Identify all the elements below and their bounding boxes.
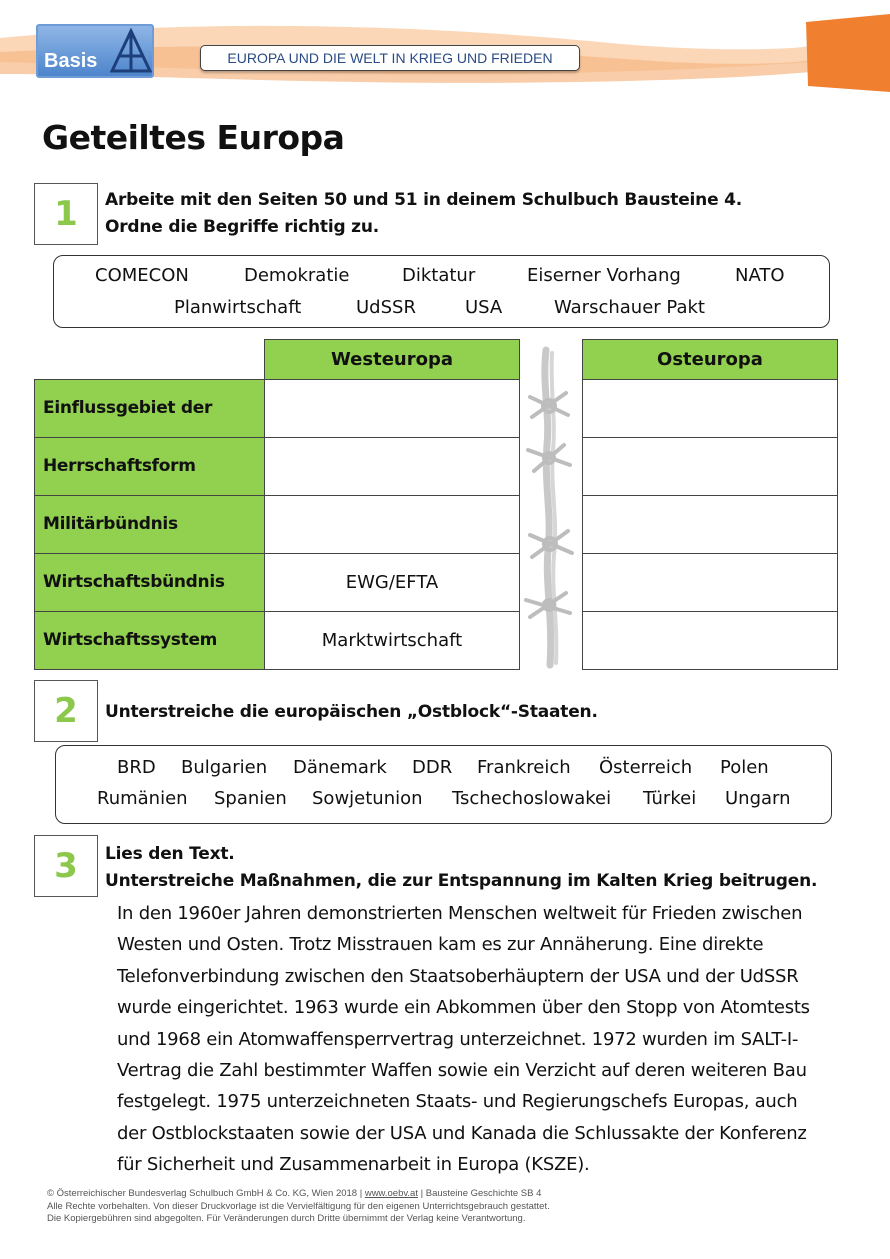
term: Planwirtschaft xyxy=(174,297,302,318)
task-2-instructions: Unterstreiche die europäischen „Ostblock“-Staaten. xyxy=(105,702,598,722)
row-label: Einflussgebiet der xyxy=(34,379,265,438)
header-band xyxy=(0,0,890,110)
term: NATO xyxy=(735,265,785,286)
paragraph-line: Westen und Osten. Trotz Misstrauen kam es zur Annäherung. Eine direkte xyxy=(117,934,764,956)
term: Warschauer Pakt xyxy=(554,297,705,318)
paragraph-line: festgelegt. 1975 unterzeichneten Staats- und Regierungschefs Europas, auch xyxy=(117,1091,798,1113)
column-header-west: Westeuropa xyxy=(264,339,520,380)
paragraph-line: und 1968 ein Atomwaffensperrvertrag unterzeichnet. 1972 wurden im SALT-I- xyxy=(117,1028,799,1050)
paragraph-line: der Ostblockstaaten sowie der USA und Kanada die Schlussakte der Konferenz xyxy=(117,1122,807,1144)
footer-line-1 xyxy=(47,1188,550,1201)
footer-line-2: Alle Rechte vorbehalten. Von dieser Druckvorlage ist die Vervielfältigung für den eigenen Unterrichtsgebrauch gestattet. xyxy=(47,1200,550,1212)
east-cell[interactable] xyxy=(582,379,838,438)
row-label: Militärbündnis xyxy=(34,495,265,554)
footer xyxy=(47,1188,550,1226)
page-title: Geteiltes Europa xyxy=(42,118,345,157)
barbed-wire-icon xyxy=(520,345,580,670)
series-title: EUROPA UND DIE WELT IN KRIEG UND FRIEDEN xyxy=(200,45,580,71)
reading-paragraph xyxy=(117,898,857,1181)
logo-triangle-icon xyxy=(110,28,152,74)
country: Türkei xyxy=(643,788,697,809)
task-number-1: 1 xyxy=(34,183,98,245)
task-1-line-1: Arbeite mit den Seiten 50 und 51 in deinem Schulbuch Bausteine 4. xyxy=(105,190,743,210)
country: Dänemark xyxy=(293,757,387,778)
west-cell[interactable] xyxy=(264,437,520,496)
east-cell[interactable] xyxy=(582,611,838,670)
country: Rumänien xyxy=(97,788,188,809)
country: BRD xyxy=(117,757,156,778)
publisher-link[interactable]: www.oebv.at xyxy=(364,1188,418,1199)
term: Demokratie xyxy=(244,265,350,286)
paragraph-line: In den 1960er Jahren demonstrierten Menschen weltweit für Frieden zwischen xyxy=(117,903,803,924)
east-cell[interactable] xyxy=(582,437,838,496)
footer-line-3: Die Kopiergebühren sind abgegolten. Für Veränderungen durch Dritte übernimmt der Verlag keine Verantwortung. xyxy=(47,1213,526,1224)
country-box xyxy=(55,745,832,824)
country: Frankreich xyxy=(477,757,571,778)
task-3-line-1: Lies den Text. xyxy=(105,844,235,864)
term: USA xyxy=(465,297,503,318)
basis-logo xyxy=(36,24,154,78)
task-number-3: 3 xyxy=(34,835,98,897)
paragraph-line: wurde eingerichtet. 1963 wurde ein Abkommen über den Stopp von Atomtests xyxy=(117,997,810,1019)
term: Diktatur xyxy=(402,265,476,286)
term: Eiserner Vorhang xyxy=(527,265,681,286)
country: Sowjetunion xyxy=(312,788,423,809)
west-cell[interactable] xyxy=(264,379,520,438)
row-label: Wirtschaftssystem xyxy=(34,611,265,670)
west-cell[interactable]: EWG/EFTA xyxy=(264,553,520,612)
country: Polen xyxy=(720,757,769,778)
task-number-2: 2 xyxy=(34,680,98,742)
row-label: Herrschaftsform xyxy=(34,437,265,496)
term: UdSSR xyxy=(356,297,416,318)
paragraph-line: Telefonverbindung zwischen den Staatsoberhäuptern der USA und der UdSSR xyxy=(117,965,799,987)
paragraph-line: für Sicherheit und Zusammenarbeit in Europa (KSZE). xyxy=(117,1154,590,1176)
west-cell[interactable] xyxy=(264,495,520,554)
country: Österreich xyxy=(599,757,693,778)
east-cell[interactable] xyxy=(582,553,838,612)
column-header-east: Osteuropa xyxy=(582,339,838,380)
country: DDR xyxy=(412,757,453,778)
term-box xyxy=(53,255,830,328)
east-cell[interactable] xyxy=(582,495,838,554)
country: Tschechoslowakei xyxy=(452,788,612,809)
country: Bulgarien xyxy=(181,757,268,778)
task-1-line-2: Ordne die Begriffe richtig zu. xyxy=(105,217,379,237)
footer-copyright: © Österreichischer Bundesverlag Schulbuch GmbH & Co. KG, Wien 2018 | xyxy=(47,1188,365,1199)
row-label: Wirtschaftsbündnis xyxy=(34,553,265,612)
task-3-instructions xyxy=(105,841,817,895)
logo-text: Basis xyxy=(44,50,98,72)
term: COMECON xyxy=(95,265,189,286)
country: Spanien xyxy=(214,788,287,809)
paragraph-line: Vertrag die Zahl bestimmter Waffen sowie ein Verzicht auf deren weiteren Bau xyxy=(117,1060,807,1082)
task-3-line-2: Unterstreiche Maßnahmen, die zur Entspannung im Kalten Krieg beitrugen. xyxy=(105,871,818,891)
footer-book: | Bausteine Geschichte SB 4 xyxy=(417,1188,542,1199)
task-1-instructions xyxy=(105,187,742,241)
country: Ungarn xyxy=(725,788,791,809)
west-cell[interactable]: Marktwirtschaft xyxy=(264,611,520,670)
